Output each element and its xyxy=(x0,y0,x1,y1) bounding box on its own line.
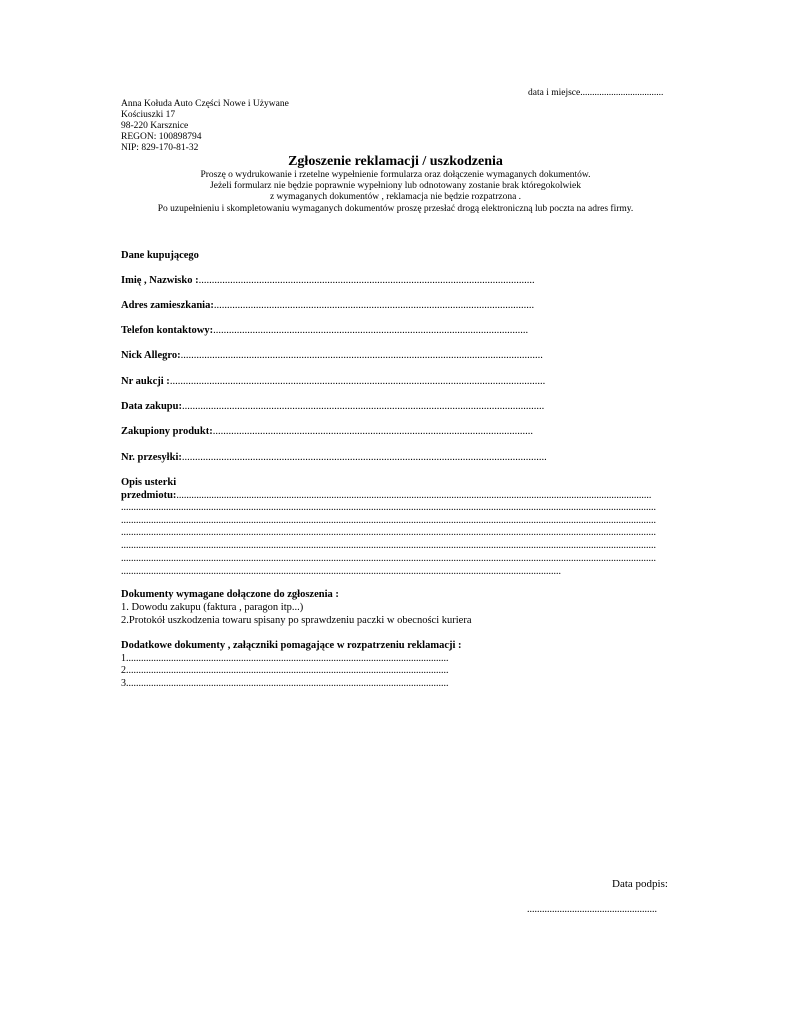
extra-doc-line[interactable]: 1................................................................................................................................. xyxy=(121,653,449,664)
field-purchase-date[interactable] xyxy=(121,401,544,412)
field-phone[interactable] xyxy=(121,325,528,336)
defect-dot-line[interactable]: ................................................................................................................................................................................ xyxy=(121,566,561,577)
field-dots[interactable]: .............................................................................................................................................................................................. xyxy=(176,490,652,501)
field-dots[interactable]: .......................................................................................................................................... xyxy=(181,401,545,412)
field-dots[interactable]: ........................................................................................................................................... xyxy=(181,452,547,463)
extra-docs-heading: Dodatkowe dokumenty , załączniki pomagające w rozpatrzeniu reklamacji : xyxy=(121,640,462,651)
defect-label-line2: przedmiotu: xyxy=(121,490,177,501)
field-dots[interactable]: .......................................................................................................................... xyxy=(212,426,533,437)
field-full-name[interactable] xyxy=(121,275,535,286)
required-docs-heading: Dokumenty wymagane dołączone do zgłoszenia : xyxy=(121,589,339,600)
field-label: Nr aukcji : xyxy=(121,376,170,387)
intro-line: Jeżeli formularz nie będzie poprawnie wypełniony lub odnotowany zostanie brak któregokolwiek xyxy=(210,181,581,192)
page-title: Zgłoszenie reklamacji / uszkodzenia xyxy=(288,154,503,169)
required-doc-item: 2.Protokół uszkodzenia towaru spisany po sprawdzeniu paczki w obecności kuriera xyxy=(121,615,472,626)
field-shipment-number[interactable] xyxy=(121,452,547,463)
defect-label-line1: Opis usterki xyxy=(121,477,177,488)
field-label: Telefon kontaktowy: xyxy=(121,325,214,336)
defect-dot-line[interactable]: ...................................................................................................................................................................................................................... xyxy=(121,502,656,513)
field-dots[interactable]: ............................................................................................................................................... xyxy=(169,376,546,387)
intro-line: Proszę o wydrukowanie i rzetelne wypełnienie formularza oraz dołączenie wymaganych dokumentów. xyxy=(200,170,591,180)
signature-line[interactable]: .................................................... xyxy=(527,904,657,915)
defect-dot-line[interactable]: ...................................................................................................................................................................................................................... xyxy=(121,540,656,551)
field-dots[interactable]: ........................................................................................................................ xyxy=(213,325,529,336)
required-doc-item: 1. Dowodu zakupu (faktura , paragon itp...) xyxy=(121,602,304,613)
field-label: Imię , Nazwisko : xyxy=(121,275,199,286)
defect-dot-line[interactable]: ...................................................................................................................................................................................................................... xyxy=(121,553,656,564)
intro-instructions xyxy=(0,170,791,215)
field-label: Nr. przesyłki: xyxy=(121,452,182,463)
seller-city: 98-220 Karsznice xyxy=(121,121,189,131)
defect-description-field[interactable] xyxy=(121,476,651,502)
field-dots[interactable]: .......................................................................................................................................... xyxy=(180,350,543,361)
seller-nip: NIP: 829-170-81-32 xyxy=(121,143,199,153)
field-label: Data zakupu: xyxy=(121,401,182,412)
field-auction-number[interactable] xyxy=(121,376,545,387)
extra-doc-line[interactable]: 3................................................................................................................................. xyxy=(121,678,449,689)
seller-name: Anna Kołuda Auto Części Nowe i Używane xyxy=(121,99,289,109)
field-label: Zakupiony produkt: xyxy=(121,426,213,437)
signature-date-label: Data podpis: xyxy=(612,878,668,890)
date-place-line: data i miejsce................................... xyxy=(528,88,664,98)
seller-address xyxy=(121,99,289,154)
field-dots[interactable]: .......................................................................................................................... xyxy=(213,300,535,311)
field-label: Adres zamieszkania: xyxy=(121,300,214,311)
field-address[interactable] xyxy=(121,300,534,311)
seller-regon: REGON: 100898794 xyxy=(121,132,202,142)
field-purchased-product[interactable] xyxy=(121,426,533,437)
extra-doc-line[interactable]: 2................................................................................................................................. xyxy=(121,665,449,676)
defect-dot-line[interactable]: ...................................................................................................................................................................................................................... xyxy=(121,527,656,538)
defect-dot-line[interactable]: ...................................................................................................................................................................................................................... xyxy=(121,515,656,526)
field-label: Nick Allegro: xyxy=(121,350,181,361)
seller-street: Kościuszki 17 xyxy=(121,110,176,120)
buyer-section-heading: Dane kupującego xyxy=(121,250,199,261)
intro-line: Po uzupełnieniu i skompletowaniu wymaganych dokumentów proszę przesłać drogą elektroniczną lub poczta na adres firmy. xyxy=(157,203,634,214)
field-dots[interactable]: ................................................................................................................................ xyxy=(198,275,535,286)
field-allegro-nick[interactable] xyxy=(121,350,543,361)
intro-line: z wymaganych dokumentów , reklamacja nie będzie rozpatrzona . xyxy=(269,192,522,203)
